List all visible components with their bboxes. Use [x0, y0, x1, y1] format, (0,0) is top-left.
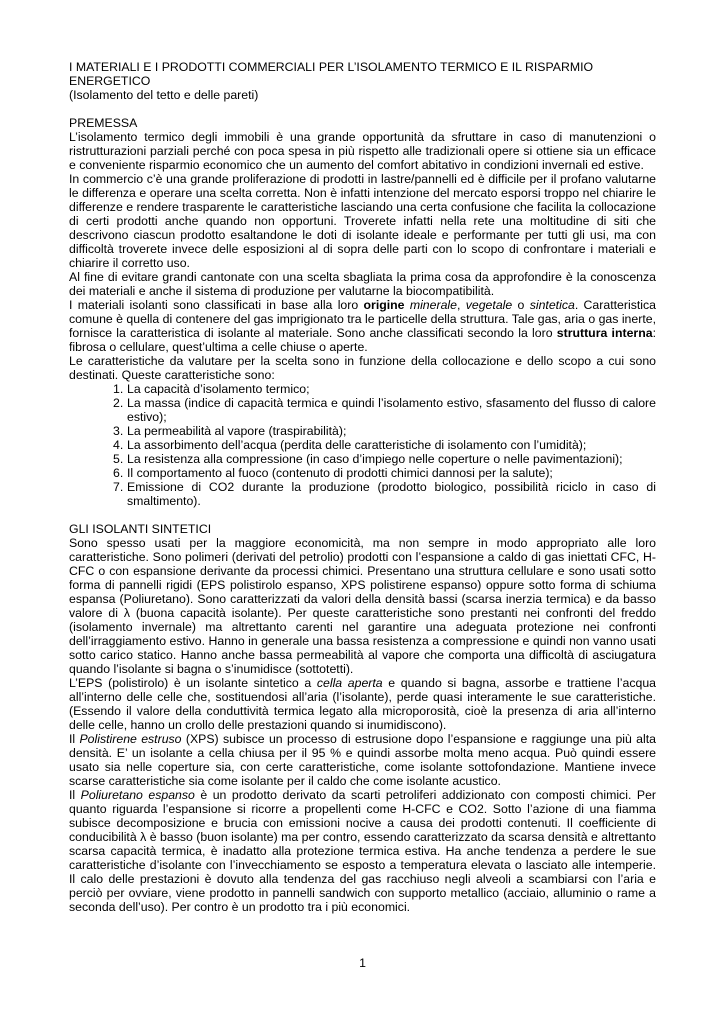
- section-heading: GLI ISOLANTI SINTETICI: [69, 522, 212, 536]
- list-item-text: Il comportamento al fuoco (contenuto di prodotti chimici dannosi per la salute);: [127, 466, 553, 480]
- text-run: è un prodotto derivato da scarti petroliferi addizionato con composti chimici. Per quanto riguarda l’espansione si ricorre a propellenti come H-CFC e CO2. Sotto l’azione di una fiamma subisce decomposizione e brucia con emissioni nocive a causa dei prodotti contenuti. Il coefficiente di conducibilità λ è basso (buon isolante) ma per contro, essendo caratterizzato da scarsa densità e altrettanto scarsa capacità termica, è inadatto alla protezione termica estiva. Ha anche tendenza a perdere le sue caratteristiche d’isolante con l’invecchiamento se esposto a temperatura elevata o lasciato alle intemperie. Il calo delle prestazioni è dovuto alla tendenza del gas racchiuso negli alveoli a scambiarsi con l’aria e perciò per ovviare, viene prodotto in pannelli sandwich con supporto metallico (acciaio, alluminio o rame a seconda dell’uso). Per contro è un prodotto tra i più economici.: [69, 788, 656, 914]
- list-number: 4.: [113, 438, 124, 452]
- text-run: (XPS) subisce un processo di estrusione dopo l’espansione e raggiunge una più alta densità. E’ un isolante a cella chiusa per il 95 % e quindi assorbe molta meno acqua. Può quindi essere usato sia nelle coperture sia, con certe caratteristiche, come isolante sottofondazione. Mantiene invece scarse caratteristiche sia come isolante per il caldo che come isolante acustico.: [69, 732, 657, 788]
- section-heading: PREMESSA: [69, 116, 138, 130]
- document-title: [69, 60, 656, 102]
- list-item-text: La massa (indice di capacità termica e quindi l’isolamento estivo, sfasamento del flusso di calore estivo);: [127, 396, 656, 424]
- list-number: 5.: [113, 452, 124, 466]
- paragraph: [69, 354, 656, 382]
- list-item-text: La capacità d’isolamento termico;: [127, 382, 310, 396]
- section-isolanti-sintetici: [69, 522, 656, 914]
- list-item: [113, 382, 656, 396]
- list-item: [113, 452, 656, 466]
- paragraph: [69, 676, 656, 732]
- list-number: 3.: [113, 424, 124, 438]
- page-number: 1: [359, 956, 366, 970]
- list-item-text: Emissione di CO2 durante la produzione (prodotto biologico, possibilità riciclo in caso di smaltimento).: [127, 480, 656, 508]
- list-item-text: La permeabilità al vapore (traspirabilità);: [127, 424, 347, 438]
- paragraph: [69, 788, 656, 914]
- paragraph: [69, 732, 656, 788]
- text-run: In commercio c’è una grande proliferazione di prodotti in lastre/pannelli ed è difficile per il profano valutarne le differenza e operare una scelta corretta. Non è infatti intenzione del mercato esporsi troppo nel chiarire le differenze e rendere trasparente le caratteristiche lasciando una certa confusione che facilita la collocazione di certi prodotti anche quando non opportuni. Troverete infatti nella rete una moltitudine di siti che descrivono ciascun prodotto esaltandone le doti di isolante ideale e performante per tutti gli usi, ma con difficoltà troverete invece delle esposizioni al di sopra delle parti con lo scopo di confrontare i materiali e chiarire il corretto uso.: [69, 172, 656, 270]
- list-item: [113, 396, 656, 424]
- list-item: [113, 424, 656, 438]
- text-run: Sono spesso usati per la maggiore economicità, ma non sempre in modo appropriato alle loro caratteristiche. Sono polimeri (derivati del petrolio) prodotti con l’espansione a caldo di gas iniettati CFC, H-CFC o con espansione derivante da processi chimici. Presentano una struttura cellulare e sono usati sotto forma di pannelli rigidi (EPS polistirolo espanso, XPS polistirene espanso) oppure sotto forma di schiuma espansa (Poliuretano). Sono caratterizzati da valori della densità bassi (scarsa inerzia termica) e da basso valore di λ (buona capacità isolante). Per queste caratteristiche sono prestanti nei confronti del freddo (isolamento invernale) ma altrettanto carenti nel garantire una adeguata protezione nei confronti dell’irraggiamento estivo. Hanno in generale una bassa resistenza a compressione e quindi non vanno usati sotto carico statico. Hanno anche bassa permeabilità al vapore che comporta una difficoltà di asciugatura quando l’isolante si bagna o s’inumidisce (sottotetti).: [69, 536, 656, 676]
- title-line: ENERGETICO: [69, 74, 151, 88]
- text-run: I materiali isolanti sono classificati in base alla loro: [69, 298, 364, 312]
- italic-text: sintetica: [529, 298, 575, 312]
- characteristics-list: [69, 382, 656, 508]
- italic-text: cella aperta: [316, 676, 383, 690]
- section-premessa: [69, 116, 656, 508]
- text-run: . Caratteristica comune è quella di contenere del gas imprigionato tra le particelle della struttura. Tale gas, aria o gas inerte, fornisce la caratteristica di isolante al materiale. Sono anche classificati secondo la loro: [69, 298, 656, 340]
- bold-text: origine: [363, 298, 405, 312]
- list-item-text: La resistenza alla compressione (in caso d’impiego nelle coperture o nelle pavimentazioni);: [127, 452, 623, 466]
- text-run: Le caratteristiche da valutare per la scelta sono in funzione della collocazione e dello scopo a cui sono destinati. Queste caratteristiche sono:: [69, 354, 656, 382]
- paragraph: [69, 536, 656, 676]
- list-number: 7.: [113, 480, 124, 494]
- list-number: 1.: [113, 382, 124, 396]
- text-run: Al fine di evitare grandi cantonate con una scelta sbagliata la prima cosa da approfondire è la conoscenza dei materiali e anche il sistema di produzione per valutarne la biocompatibilità.: [69, 270, 656, 298]
- list-number: 2.: [113, 396, 124, 410]
- document-body: [69, 60, 656, 914]
- italic-text: Poliuretano espanso: [80, 788, 195, 802]
- text-run: e quando si bagna, assorbe e trattiene l’acqua all’interno delle celle che, sostituendosi all’aria (l’isolante), perde quasi interamente le sue caratteristiche. (Essendo il valore della conduttività termica legato alla microporosità, cioè la presenza di aria all’interno delle celle, hanno un crollo delle prestazioni quando si inumidiscono).: [69, 676, 657, 732]
- text-run: Il: [69, 788, 81, 802]
- section-body: [69, 536, 656, 914]
- paragraph: [69, 298, 656, 354]
- list-item: [113, 480, 656, 508]
- section-body: [69, 130, 656, 382]
- title-line: I MATERIALI E I PRODOTTI COMMERCIALI PER L’ISOLAMENTO TERMICO E IL RISPARMIO: [69, 60, 594, 74]
- italic-text: vegetale: [465, 298, 513, 312]
- text-run: o: [512, 298, 530, 312]
- list-item: [113, 466, 656, 480]
- text-run: L’isolamento termico degli immobili è una grande opportunità da sfruttare in caso di manutenzioni o ristrutturazioni parziali perché con poca spesa in più rispetto alle tradizionali opere si ottiene sia un efficace e conveniente risparmio economico che un aumento del comfort abitativo in condizioni invernali ed estive.: [69, 130, 656, 172]
- text-run: : fibrosa o cellulare, quest’ultima a celle chiuse o aperte.: [69, 326, 656, 354]
- subtitle-line: (Isolamento del tetto e delle pareti): [69, 88, 259, 102]
- text-run: ,: [457, 298, 466, 312]
- paragraph: [69, 270, 656, 298]
- paragraph: [69, 130, 656, 172]
- list-item: [113, 438, 656, 452]
- list-number: 6.: [113, 466, 124, 480]
- text-run: L’EPS (polistirolo) è un isolante sintetico a: [69, 676, 317, 690]
- italic-text: Polistirene estruso: [79, 732, 182, 746]
- text-run: Il: [69, 732, 80, 746]
- italic-text: minerale: [409, 298, 457, 312]
- paragraph: [69, 172, 656, 270]
- bold-text: struttura interna: [556, 326, 653, 340]
- list-item-text: La assorbimento dell’acqua (perdita delle caratteristiche di isolamento con l’umidità);: [127, 438, 587, 452]
